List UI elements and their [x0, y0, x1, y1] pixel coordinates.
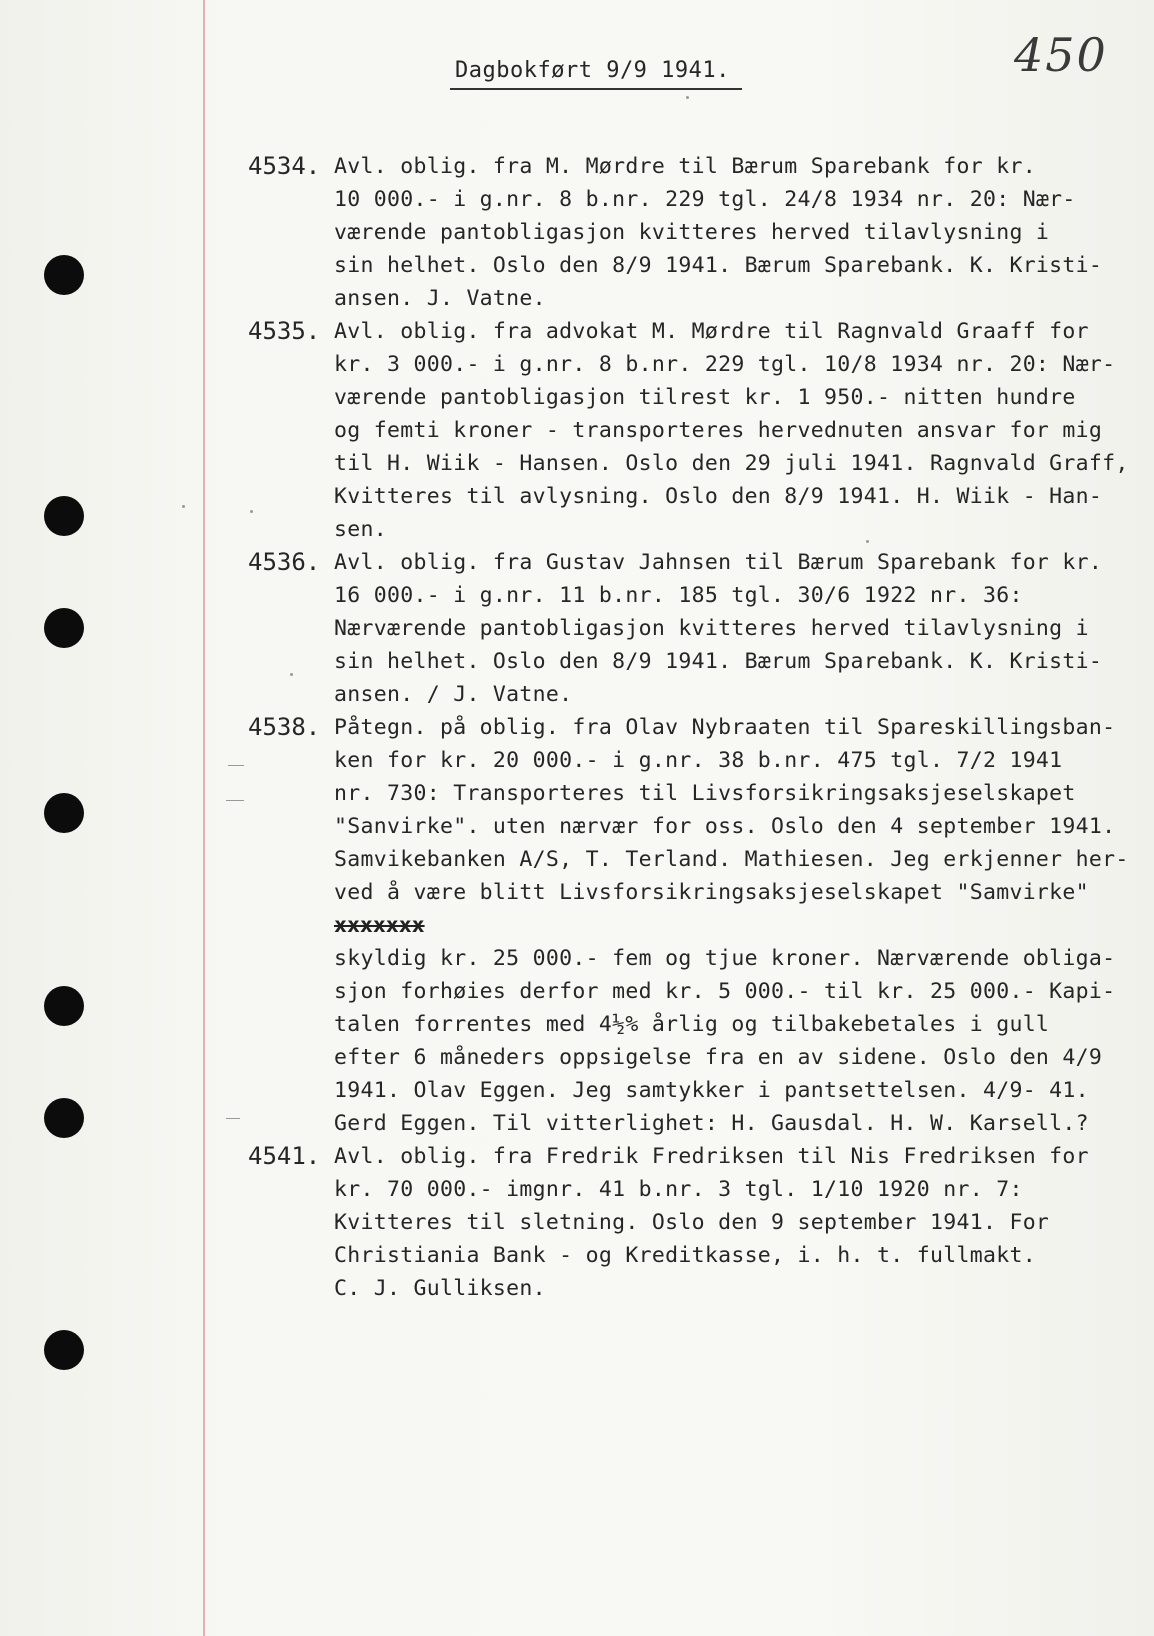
- entry-number: 4536.: [248, 548, 321, 576]
- paper-speck: [686, 96, 689, 99]
- entry-text: [334, 546, 1134, 711]
- entry-line: ansen. / J. Vatne.: [334, 682, 573, 707]
- entry-line: talen forrentes med 4½% årlig og tilbakebetales i gull: [334, 1012, 1050, 1037]
- entry-line: kr. 3 000.- i g.nr. 8 b.nr. 229 tgl. 10/8 1934 nr. 20: Nær-: [334, 352, 1116, 377]
- entry-line: Samvikebanken A/S, T. Terland. Mathiesen. Jeg erkjenner her-: [334, 847, 1129, 872]
- journal-entries: [0, 150, 1154, 1305]
- entry-line: ved å være blitt Livsforsikringsaksjeselskapet "Samvirke": [334, 880, 1089, 905]
- entry-line: Avl. oblig. fra Gustav Jahnsen til Bærum Sparebank for kr.: [334, 550, 1103, 575]
- entry-line: sin helhet. Oslo den 8/9 1941. Bærum Sparebank. K. Kristi-: [334, 253, 1103, 278]
- entry-line: ken for kr. 20 000.- i g.nr. 38 b.nr. 475 tgl. 7/2 1941: [334, 748, 1063, 773]
- journal-entry: [0, 711, 1154, 1140]
- entry-text: [334, 1140, 1134, 1305]
- journal-entry: [0, 315, 1154, 546]
- entry-line: Nærværende pantobligasjon kvitteres herved tilavlysning i: [334, 616, 1089, 641]
- entry-number: 4535.: [248, 317, 321, 345]
- entry-line: og femti kroner - transporteres hervednuten ansvar for mig: [334, 418, 1103, 443]
- entry-text: [334, 150, 1134, 315]
- entry-line: til H. Wiik - Hansen. Oslo den 29 juli 1941. Ragnvald Graff,: [334, 451, 1129, 476]
- entry-line: Påtegn. på oblig. fra Olav Nybraaten til Spareskillingsban-: [334, 715, 1116, 740]
- journal-entry: [0, 150, 1154, 315]
- entry-line: skyldig kr. 25 000.- fem og tjue kroner. Nærværende obliga-: [334, 946, 1116, 971]
- page-title: Dagbokført 9/9 1941.: [455, 58, 730, 83]
- entry-line: sen.: [334, 517, 387, 542]
- entry-line: kr. 70 000.- imgnr. 41 b.nr. 3 tgl. 1/10 1920 nr. 7:: [334, 1177, 1023, 1202]
- entry-line: værende pantobligasjon kvitteres herved tilavlysning i: [334, 220, 1050, 245]
- entry-line: sin helhet. Oslo den 8/9 1941. Bærum Sparebank. K. Kristi-: [334, 649, 1103, 674]
- entry-text: [334, 315, 1134, 546]
- entry-number: 4541.: [248, 1142, 321, 1170]
- punch-hole: [44, 1330, 84, 1370]
- entry-number: 4534.: [248, 152, 321, 180]
- entry-line: 10 000.- i g.nr. 8 b.nr. 229 tgl. 24/8 1934 nr. 20: Nær-: [334, 187, 1076, 212]
- entry-line: Kvitteres til avlysning. Oslo den 8/9 1941. H. Wiik - Han-: [334, 484, 1103, 509]
- entry-line: Gerd Eggen. Til vitterlighet: H. Gausdal. H. W. Karsell.?: [334, 1111, 1089, 1136]
- entry-line: Avl. oblig. fra M. Mørdre til Bærum Sparebank for kr.: [334, 154, 1036, 179]
- entry-line: Kvitteres til sletning. Oslo den 9 september 1941. For: [334, 1210, 1050, 1235]
- journal-entry: [0, 1140, 1154, 1305]
- entry-line: nr. 730: Transporteres til Livsforsikringsaksjeselskapet: [334, 781, 1076, 806]
- struck-out-text: xxxxxxx: [334, 913, 425, 938]
- entry-line: Christiania Bank - og Kreditkasse, i. h. t. fullmakt.: [334, 1243, 1036, 1268]
- page-number: 450: [1014, 28, 1108, 82]
- entry-line: C. J. Gulliksen.: [334, 1276, 546, 1301]
- entry-line: værende pantobligasjon tilrest kr. 1 950.- nitten hundre: [334, 385, 1076, 410]
- title-underline: [450, 88, 742, 90]
- entry-number: 4538.: [248, 713, 321, 741]
- entry-line: sjon forhøies derfor med kr. 5 000.- til kr. 25 000.- Kapi-: [334, 979, 1116, 1004]
- journal-entry: [0, 546, 1154, 711]
- entry-line: 1941. Olav Eggen. Jeg samtykker i pantsettelsen. 4/9- 41.: [334, 1078, 1089, 1103]
- entry-line: "Sanvirke". uten nærvær for oss. Oslo den 4 september 1941.: [334, 814, 1116, 839]
- entry-line: 16 000.- i g.nr. 11 b.nr. 185 tgl. 30/6 1922 nr. 36:: [334, 583, 1023, 608]
- entry-line: Avl. oblig. fra Fredrik Fredriksen til Nis Fredriksen for: [334, 1144, 1089, 1169]
- entry-text: [334, 711, 1134, 1140]
- entry-line: efter 6 måneders oppsigelse fra en av sidene. Oslo den 4/9: [334, 1045, 1103, 1070]
- entry-line: Avl. oblig. fra advokat M. Mørdre til Ragnvald Graaff for: [334, 319, 1089, 344]
- entry-line: ansen. J. Vatne.: [334, 286, 546, 311]
